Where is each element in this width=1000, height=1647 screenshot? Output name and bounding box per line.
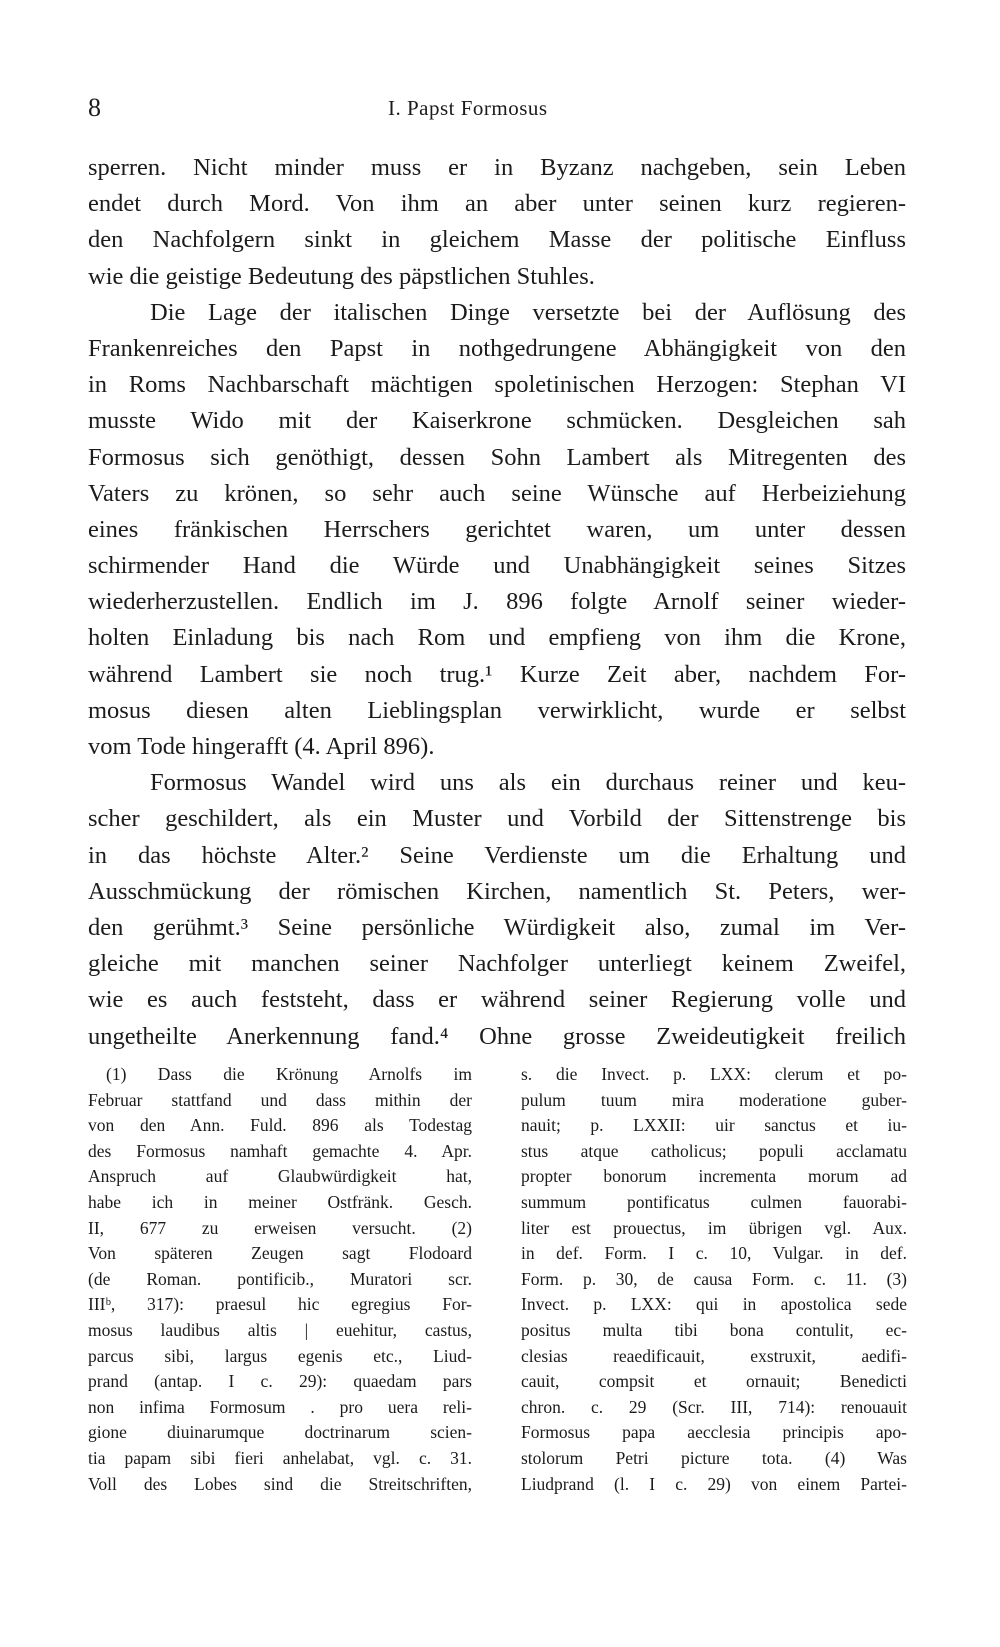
body-text (88, 150, 906, 1055)
body-line: mosus diesen alten Lieblingsplan verwirklicht, wurde er selbst (88, 696, 906, 724)
footnote-line: Voll des Lobes sind die Streitschriften, (88, 1473, 472, 1494)
page-header (88, 92, 908, 126)
body-line: den gerühmt.³ Seine persönliche Würdigkeit also, zumal im Ver- (88, 913, 906, 941)
footnote-line: positus multa tibi bona contulit, ec- (521, 1319, 907, 1340)
footnote-line: (1) Dass die Krönung Arnolfs im (106, 1064, 472, 1084)
footnotes (88, 1062, 908, 1522)
body-line: in das höchste Alter.² Seine Verdienste um die Erhaltung und (88, 841, 906, 869)
footnote-line: liter est prouectus, im übrigen vgl. Aux. (521, 1217, 907, 1238)
footnote-line: cauit, compsit et ornauit; Benedicti (521, 1371, 907, 1392)
footnote-line: IIIᵇ, 317): praesul hic egregius For- (88, 1294, 472, 1315)
body-line: endet durch Mord. Von ihm an aber unter seinen kurz regieren- (88, 190, 906, 218)
body-line: eines fränkischen Herrschers gerichtet waren, um unter dessen (88, 515, 906, 543)
footnote-line: II, 677 zu erweisen versucht. (2) (88, 1217, 472, 1238)
footnote-line: Von späteren Zeugen sagt Flodoard (88, 1243, 472, 1264)
footnote-line: gione diuinarumque doctrinarum scien- (88, 1422, 472, 1443)
body-line: wiederherzustellen. Endlich im J. 896 folgte Arnolf seiner wieder- (88, 588, 906, 616)
footnote-column-left (88, 1062, 472, 1497)
body-line: Ausschmückung der römischen Kirchen, namentlich St. Peters, wer- (88, 877, 906, 905)
footnote-line: non infima Formosum . pro uera reli- (88, 1396, 472, 1417)
footnote-line: summum pontificatus culmen fauorabi- (521, 1191, 907, 1212)
body-line: Die Lage der italischen Dinge versetzte bei der Auflösung des (150, 298, 906, 326)
body-line: holten Einladung bis nach Rom und empfieng von ihm die Krone, (88, 624, 906, 652)
running-title: I. Papst Formosus (388, 96, 548, 120)
footnote-line: s. die Invect. p. LXX: clerum et po- (521, 1064, 907, 1084)
footnote-line: von den Ann. Fuld. 896 als Todestag (88, 1115, 472, 1136)
body-line: Vaters zu krönen, so sehr auch seine Wünsche auf Herbeiziehung (88, 479, 906, 507)
body-line: ungetheilte Anerkennung fand.⁴ Ohne grosse Zweideutigkeit freilich (88, 1022, 906, 1050)
footnote-line: tia papam sibi fieri anhelabat, vgl. c. 31. (88, 1447, 472, 1468)
body-line: während Lambert sie noch trug.¹ Kurze Zeit aber, nachdem For- (88, 660, 906, 688)
body-line: den Nachfolgern sinkt in gleichem Masse der politische Einfluss (88, 226, 906, 254)
footnote-line: stolorum Petri picture tota. (4) Was (521, 1447, 907, 1468)
footnote-column-right (521, 1062, 907, 1497)
footnote-line: stus atque catholicus; populi acclamatu (521, 1140, 907, 1161)
body-line: wie es auch feststeht, dass er während seiner Regierung volle und (88, 986, 906, 1014)
footnote-line: propter bonorum incrementa morum ad (521, 1166, 907, 1187)
footnote-line: Februar stattfand und dass mithin der (88, 1089, 472, 1110)
body-line: vom Tode hingerafft (4. April 896). (88, 733, 435, 760)
footnote-line: des Formosus namhaft gemachte 4. Apr. (88, 1140, 472, 1161)
body-line: Formosus Wandel wird uns als ein durchaus reiner und keu- (150, 769, 906, 797)
footnote-line: Form. p. 30, de causa Form. c. 11. (3) (521, 1268, 907, 1289)
body-line: schirmender Hand die Würde und Unabhängigkeit seines Sitzes (88, 552, 906, 580)
footnote-line: Liudprand (l. I c. 29) von einem Partei- (521, 1473, 907, 1494)
body-line: musste Wido mit der Kaiserkrone schmücken. Desgleichen sah (88, 407, 906, 435)
footnote-line: pulum tuum mira moderatione guber- (521, 1089, 907, 1110)
footnote-line: Formosus papa aecclesia principis apo- (521, 1422, 907, 1443)
footnote-line: in def. Form. I c. 10, Vulgar. in def. (521, 1243, 907, 1264)
page-number: 8 (88, 93, 101, 122)
body-line: scher geschildert, als ein Muster und Vorbild der Sittenstrenge bis (88, 805, 906, 833)
footnote-line: (de Roman. pontificib., Muratori scr. (88, 1268, 472, 1289)
body-line: gleiche mit manchen seiner Nachfolger unterliegt keinem Zweifel, (88, 950, 906, 978)
footnote-line: parcus sibi, largus egenis etc., Liud- (88, 1345, 472, 1366)
footnote-line: nauit; p. LXXII: uir sanctus et iu- (521, 1115, 907, 1136)
body-line: Formosus sich genöthigt, dessen Sohn Lambert als Mitregenten des (88, 443, 906, 471)
footnote-line: clesias reaedificauit, exstruxit, aedifi- (521, 1345, 907, 1366)
body-line: wie die geistige Bedeutung des päpstlichen Stuhles. (88, 262, 595, 290)
footnote-line: mosus laudibus altis | euehitur, castus, (88, 1319, 472, 1340)
footnote-line: habe ich in meiner Ostfränk. Gesch. (88, 1191, 472, 1212)
body-line: sperren. Nicht minder muss er in Byzanz nachgeben, sein Leben (88, 154, 906, 181)
footnote-line: chron. c. 29 (Scr. III, 714): renouauit (521, 1396, 907, 1417)
footnote-line: Anspruch auf Glaubwürdigkeit hat, (88, 1166, 472, 1187)
body-line: in Roms Nachbarschaft mächtigen spoletinischen Herzogen: Stephan VI (88, 371, 906, 399)
body-line: Frankenreiches den Papst in nothgedrungene Abhängigkeit von den (88, 334, 906, 362)
footnote-line: Invect. p. LXX: qui in apostolica sede (521, 1294, 907, 1315)
footnote-line: prand (antap. I c. 29): quaedam pars (88, 1371, 472, 1392)
